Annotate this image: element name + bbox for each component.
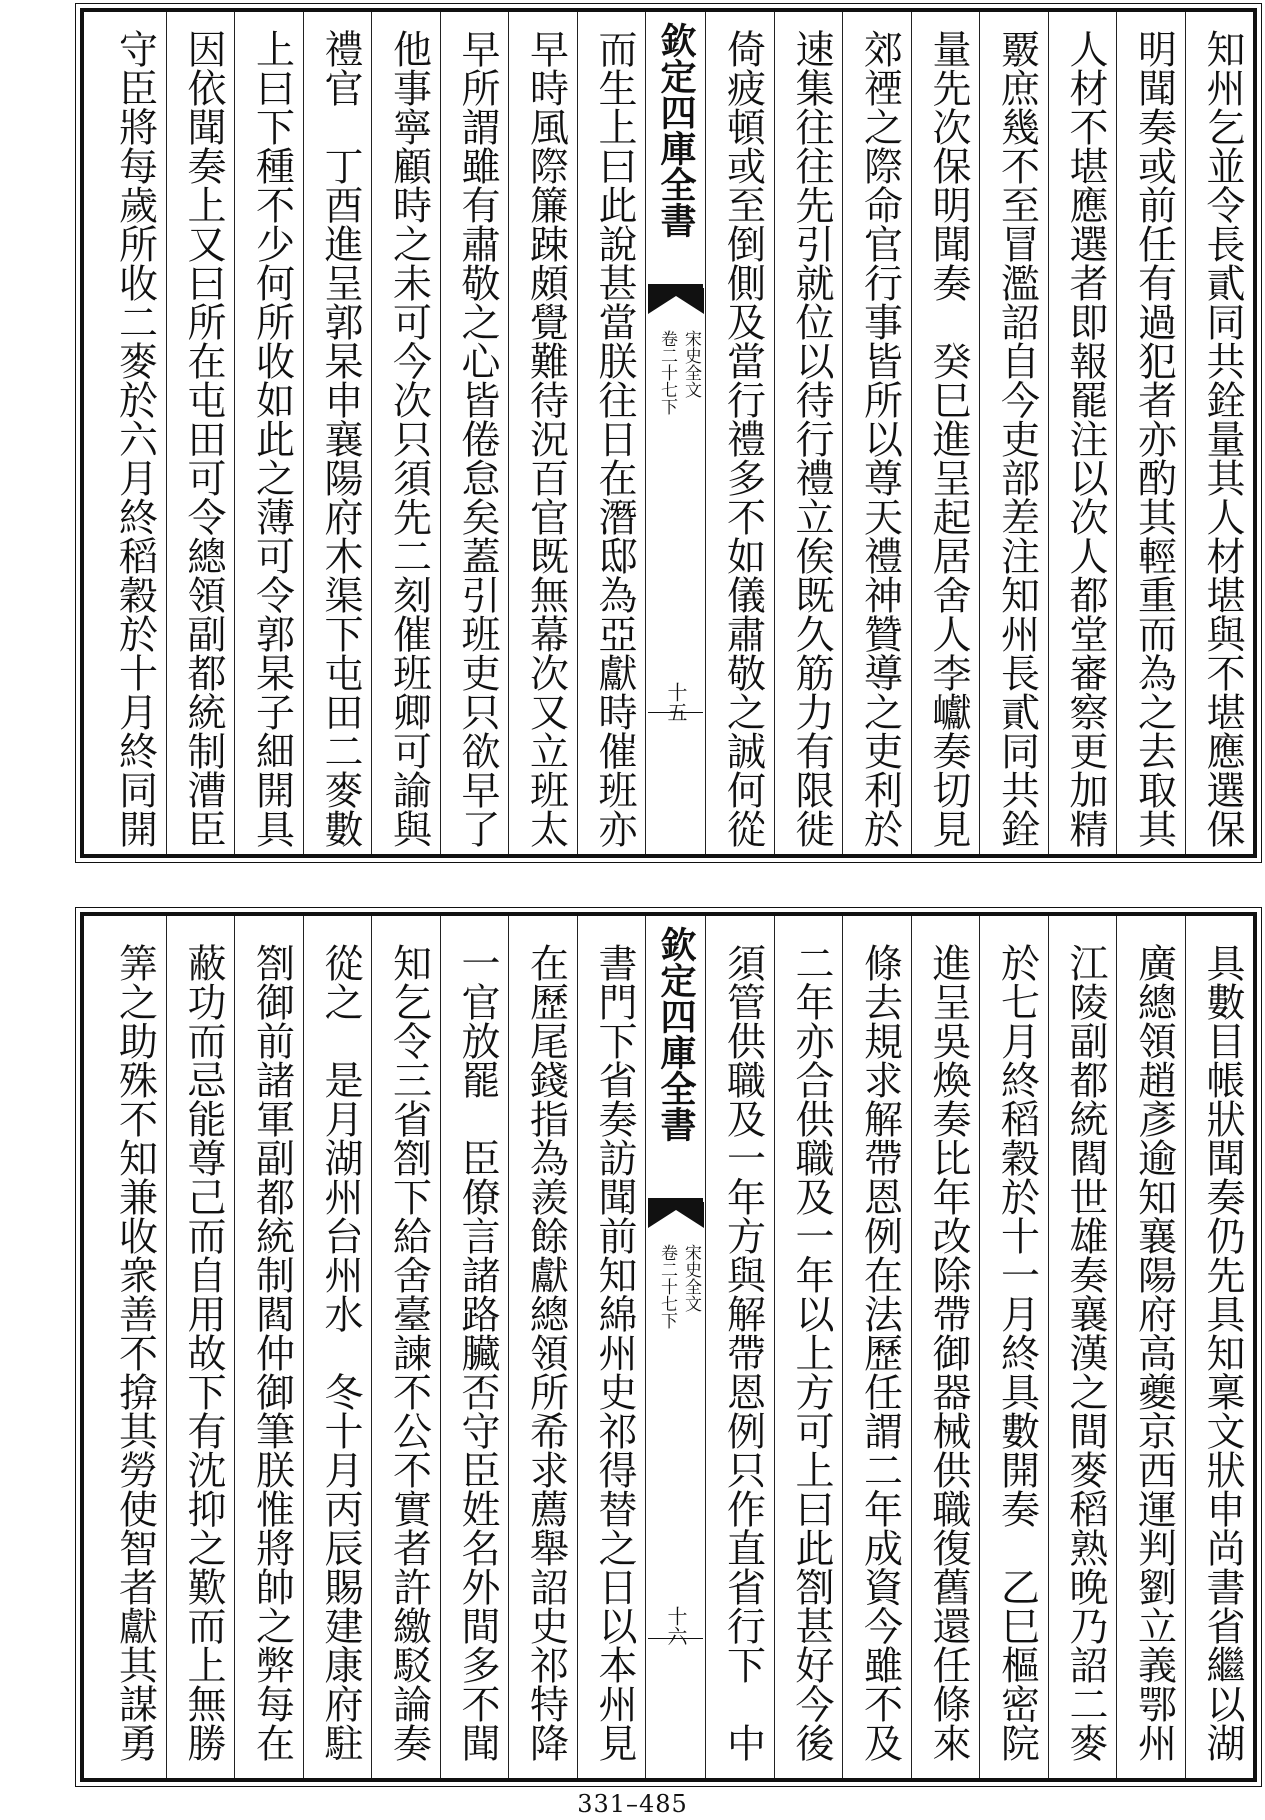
banner-rule <box>648 1638 703 1639</box>
text-column: 禮官 丁酉進呈郭杲申襄陽府木渠下屯田二麥數 <box>303 12 372 854</box>
fish-tail-mark <box>646 288 706 318</box>
text-column: 二年亦合供職及一年以上方可上曰此劄甚好今後 <box>774 916 843 1778</box>
text-column: 量先次保明聞奏 癸巳進呈起居舍人李巘奏切見 <box>911 12 980 854</box>
text-column: 速集往往先引就位以待行禮立俟既久筋力有限徙 <box>774 12 843 854</box>
page-number: 十六 <box>664 1606 688 1646</box>
volume-label: 卷二十七下 <box>657 330 677 415</box>
text-column: 筭之助殊不知兼收衆善不揜其勞使智者獻其謀勇 <box>112 942 158 1762</box>
text-column: 因依聞奏上又曰所在屯田可令總領副都統制漕臣 <box>166 12 235 854</box>
text-column: 早時風際簾踈頗覺難待況百官既無幕次又立班太 <box>508 12 577 854</box>
text-column: 於七月終稻穀於十一月終具數開奏 乙巳樞密院 <box>979 916 1048 1778</box>
text-column: 上曰下種不少何所收如此之薄可令郭杲子細開具 <box>234 12 303 854</box>
text-column: 而生上曰此說甚當朕往日在潛邸為亞獻時催班亦 <box>577 12 646 854</box>
fish-tail-mark <box>646 1202 706 1232</box>
bottom-page-columns <box>84 916 1253 1778</box>
book-title: 欽定四庫全書 <box>655 926 697 1142</box>
text-column: 他事寧顧時之未可今次只須先二刻催班卿可諭與 <box>371 12 440 854</box>
text-column: 條去規求解帶恩例在法歷任謂二年成資今雖不及 <box>842 916 911 1778</box>
text-column: 知乞令三省劄下給舍臺諫不公不實者許繳駁論奏 <box>371 916 440 1778</box>
text-column: 具數目帳狀聞奏仍先具知稟文狀申尚書省繼以湖 <box>1185 916 1254 1778</box>
text-column: 從之 是月湖州台州水 冬十月丙辰賜建康府駐 <box>303 916 372 1778</box>
text-column: 明聞奏或前任有過犯者亦酌其輕重而為之去取其 <box>1116 12 1185 854</box>
banner-rule <box>648 712 703 713</box>
top-page-columns <box>84 12 1253 854</box>
text-column: 江陵副都統閻世雄奏襄漢之間麥稻熟晚乃詔二麥 <box>1048 916 1117 1778</box>
book-name: 宋史全文 <box>681 330 701 398</box>
center-banner <box>645 12 705 854</box>
book-name: 宋史全文 <box>681 1244 701 1312</box>
text-column: 知州乞並令長貳同共銓量其人材堪與不堪應選保 <box>1185 12 1254 854</box>
text-column: 在歷尾錢指為羨餘獻總領所希求薦舉詔史祁特降 <box>508 916 577 1778</box>
text-column: 進呈吳煥奏比年改除帶御器械供職復舊還任條來 <box>911 916 980 1778</box>
center-banner <box>645 916 705 1778</box>
text-column: 書門下省奏訪聞前知綿州史祁得替之日以本州見 <box>577 916 646 1778</box>
scan-page-number: 331–485 <box>577 1790 688 1818</box>
text-column: 覈庶幾不至冒濫詔自今吏部差注知州長貳同共銓 <box>979 12 1048 854</box>
text-column: 一官放罷 臣僚言諸路臟否守臣姓名外間多不聞 <box>440 916 509 1778</box>
text-column: 劄御前諸軍副都統制閻仲御筆朕惟將帥之弊每在 <box>234 916 303 1778</box>
top-page <box>80 8 1257 858</box>
book-title: 欽定四庫全書 <box>655 22 697 238</box>
text-column: 廣總領趙彥逾知襄陽府高夔京西運判劉立義鄂州 <box>1116 916 1185 1778</box>
text-column: 郊禋之際命官行事皆所以尊天禮神贊導之吏利於 <box>842 12 911 854</box>
text-column: 須管供職及一年方與解帶恩例只作直省行下 中 <box>705 916 774 1778</box>
page-number: 十五 <box>664 682 688 722</box>
text-column: 蔽功而忌能尊己而自用故下有沈抑之歎而上無勝 <box>166 916 235 1778</box>
text-column: 早所謂雖有肅敬之心皆倦怠矣蓋引班吏只欲早了 <box>440 12 509 854</box>
volume-label: 卷二十七下 <box>657 1244 677 1329</box>
text-column: 倚疲頓或至倒側及當行禮多不如儀肅敬之誠何從 <box>705 12 774 854</box>
bottom-page <box>80 912 1257 1782</box>
text-column: 人材不堪應選者即報罷注以次人都堂審察更加精 <box>1048 12 1117 854</box>
text-column: 守臣將每歲所收二麥於六月終稻穀於十月終同開 <box>112 28 158 848</box>
